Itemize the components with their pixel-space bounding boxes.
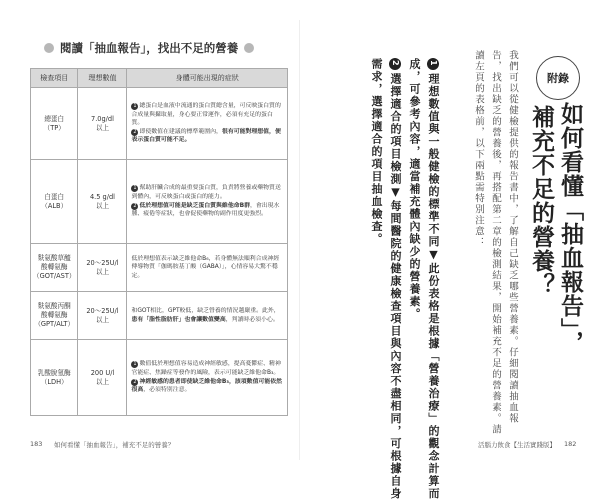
page-number-right: 182 [564, 440, 577, 448]
intro-line: 讀左頁的表格前，以下兩點需特別注意： [473, 50, 484, 248]
intro-line: 我們可以從健檢提供的報告書中，了解自己缺乏哪些營養素。仔細閱讀抽血報 [507, 50, 518, 424]
symptoms-cell: 1 數值低於理想值容易造成神經敏感，提高憂鬱症、精神官能症、焦躁症等發作的風險，表示可能缺乏維他命B₃。 2 神經敏感的患者即使缺乏維他命B₃，該項數值可能依然很高，必須特別注意。 [127, 340, 288, 416]
running-title-right: 活腦力飲食【生活實踐版】 [478, 441, 556, 449]
point-2-line: 2選擇適合的項目檢測▼每間醫院的健康檢查項目與內容不盡相同，可根據自身 [388, 58, 403, 500]
symptoms-cell: 和GOT相比，GPT較低，缺乏營養的情況越嚴重。此外，患有「脂性脂肪肝」也會讓數值變高，判讀時必須小心。 [127, 292, 288, 340]
ideal-value-cell: 4.5 g/dl 以上 [78, 160, 127, 244]
number-badge-icon: 2 [133, 128, 137, 135]
point-1-line: 成，可參考內容，適當補充體內缺少的營養素。 [408, 58, 421, 321]
number-badge-icon: 1 [133, 103, 137, 110]
intro-line: 告，找出缺乏的營養後，再搭配第二章的檢測結果，開始補充不足的營養素。請 [490, 50, 501, 435]
symptoms-cell: 1 幫助肝臟合成的最重要蛋白質，負責將營養或藥物質送到體內，可反映蛋白或蛋白的能力。 2 低於理想值可能是缺乏蛋白質與維他命B群，會出現水腫、疲倦等症狀，也會促使藥物的副作用度更強烈。 [127, 160, 288, 244]
blood-test-table [30, 68, 288, 416]
number-badge-icon: 1 [133, 361, 137, 368]
ideal-value-cell: 20～25U/l 以上 [78, 292, 127, 340]
point-1-line: 1理想數值與一般健檢的標準不同▼此份表格是根據「營養治療」的觀念計算而 [426, 58, 441, 500]
page-title-line-2: 補充不足的營養？ [528, 105, 554, 297]
page-title-line-1: 如何看懂「抽血報告」， [557, 102, 583, 355]
number-badge-icon: 1 [133, 185, 137, 192]
symptoms-cell: 1 總蛋白是血液中流通的蛋白質總含量，可反映蛋白質的合成量與攝取量，身心要正常運作，必須有充足的蛋白質。 2 即使數值在建議的標準範圍內，很有可能對理想值，便表示蛋白質可能不足。 [127, 88, 288, 160]
item-cell: 麩氨酸丙酮 酸轉氨酶 （GPT/ALT） [31, 292, 78, 340]
item-cell: 總蛋白 （TP） [31, 88, 78, 160]
table-header-row [31, 69, 288, 88]
item-cell: 白蛋白 （ALB） [31, 160, 78, 244]
table-row [31, 292, 288, 340]
table-row [31, 160, 288, 244]
item-cell: 乳酸脫氫酶 （LDH） [31, 340, 78, 416]
number-badge-icon: 2 [389, 58, 401, 70]
table-row [31, 88, 288, 160]
ideal-value-cell: 200 U/l 以上 [78, 340, 127, 416]
number-badge-icon: 2 [133, 378, 137, 385]
item-cell: 麩氨酸草醯 酸轉氨酶 （GOT/AST） [31, 244, 78, 292]
section-title: 閱讀「抽血報告」，找出不足的營養 [38, 40, 278, 56]
header-item: 檢查項目 [31, 69, 78, 88]
ideal-value-cell: 7.0g/dl 以上 [78, 88, 127, 160]
running-title-left: 如何看懂「抽血報告」，補充不足的營養？ [54, 441, 175, 449]
number-badge-icon: 1 [427, 58, 439, 70]
table-row [31, 340, 288, 416]
header-ideal-value: 理想數值 [78, 69, 127, 88]
table-row [31, 244, 288, 292]
bullet-dot-icon [44, 43, 54, 53]
left-page [0, 0, 300, 480]
number-badge-icon: 2 [133, 202, 137, 209]
symptoms-cell: 低於理想值表示缺乏維他命B₆，若身體無法順利合成神經傳導物質「伽瑪胺基丁酸（GABA）」，心情容易大驚不穩定。 [127, 244, 288, 292]
point-2-line: 需求，選擇適合的項目抽血檢查。 [370, 58, 383, 246]
bullet-dot-icon [244, 43, 254, 53]
page-number-left: 183 [30, 440, 43, 448]
header-symptoms: 身體可能出現的症狀 [127, 69, 288, 88]
ideal-value-cell: 20～25U/l 以上 [78, 244, 127, 292]
appendix-badge: 附錄 [536, 56, 580, 100]
